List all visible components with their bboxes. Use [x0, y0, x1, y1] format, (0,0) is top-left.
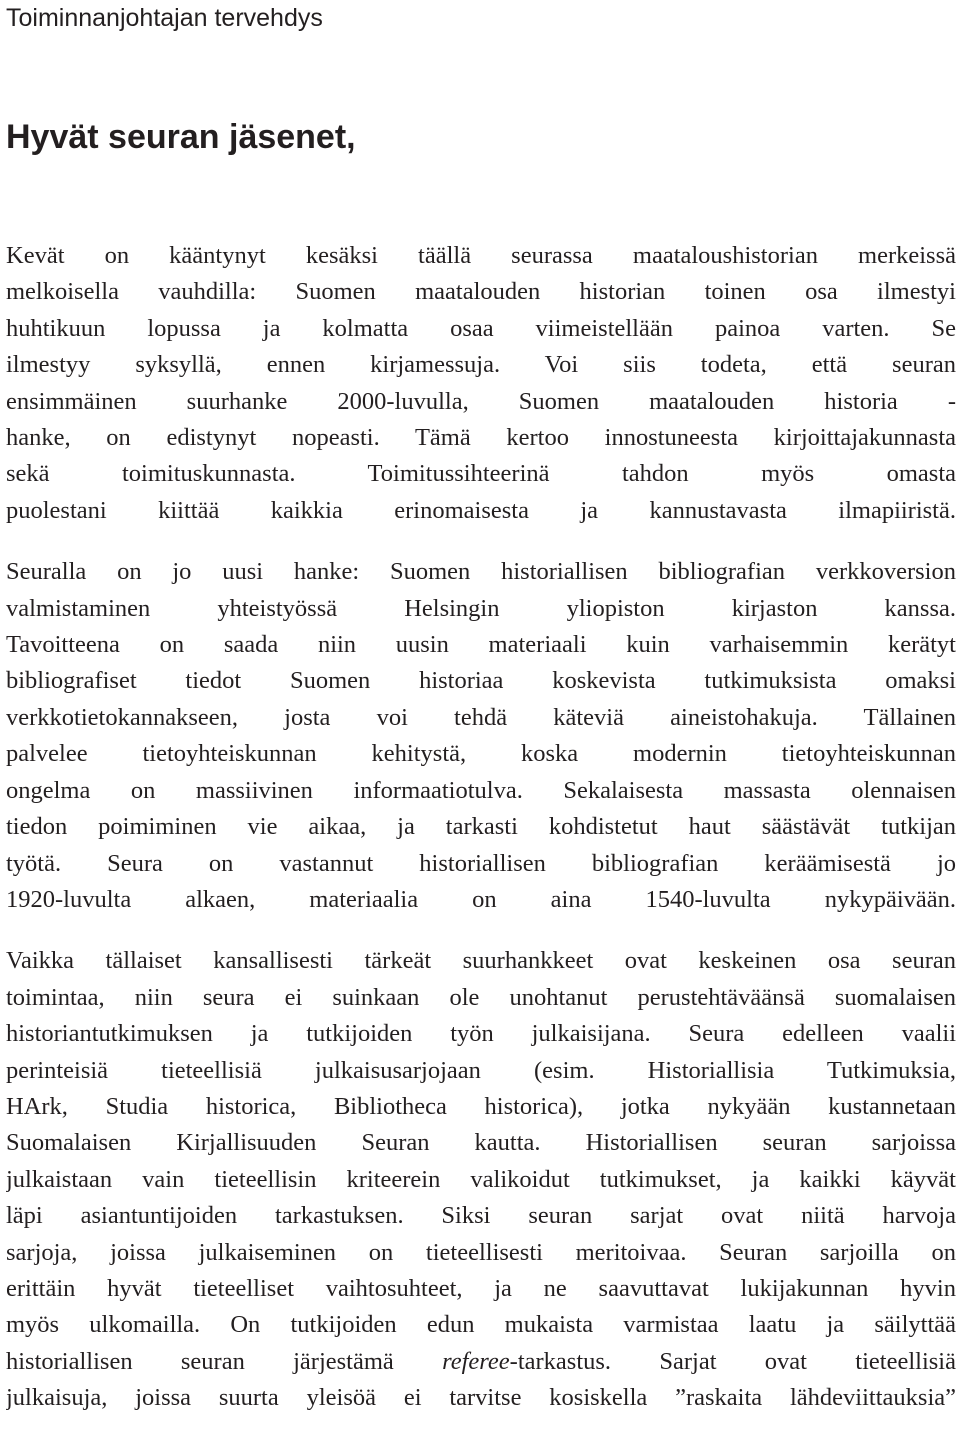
text-line: julkaisuja, joissa suurta yleisöä ei tarvitse kosiskella ”raskaita lähdeviittauksia” — [6, 1384, 956, 1412]
text-line: melkoisella vauhdilla: Suomen maatalouden historian toinen osa ilmestyi — [6, 278, 956, 306]
italic-term: referee — [442, 1347, 510, 1375]
text-line: historiantutkimuksen ja tutkijoiden työn julkaisijana. Seura edelleen vaalii — [6, 1020, 956, 1048]
text-line: ongelma on massiivinen informaatiotulva. Sekalaisesta massasta olennaisen — [6, 776, 956, 804]
text-line: toimintaa, niin seura ei suinkaan ole unohtanut perustehtäväänsä suomalaisen — [6, 983, 956, 1011]
text-line: valmistaminen yhteistyössä Helsingin yliopiston kirjaston kanssa. — [6, 594, 956, 622]
text-line: Suomalaisen Kirjallisuuden Seuran kautta. Historiallisen seuran sarjoissa — [6, 1129, 956, 1157]
text-fragment: -tarkastus. Sarjat ovat tieteellisiä — [509, 1347, 956, 1375]
section-label: Toiminnanjohtajan tervehdys — [6, 4, 323, 32]
text-line: erittäin hyvät tieteelliset vaihtosuhteet, ja ne saavuttavat lukijakunnan hyvin — [6, 1274, 956, 1302]
paragraph-3 — [6, 943, 956, 1416]
text-line: työtä. Seura on vastannut historiallisen bibliografian keräämisestä jo — [6, 849, 956, 877]
text-line: Tavoitteena on saada niin uusin materiaali kuin varhaisemmin kerätyt — [6, 631, 956, 659]
text-line-with-emphasis — [6, 1344, 956, 1380]
text-line: 1920-luvulta alkaen, materiaalia on aina 1540-luvulta nykypäivään. — [6, 885, 956, 913]
letter-salutation-heading: Hyvät seuran jäsenet, — [6, 118, 356, 156]
text-line: myös ulkomailla. On tutkijoiden edun mukaista varmistaa laatu ja säilyttää — [6, 1311, 956, 1339]
text-line: HArk, Studia historica, Bibliotheca historica), jotka nykyään kustannetaan — [6, 1092, 956, 1120]
text-line: bibliografiset tiedot Suomen historiaa koskevista tutkimuksista omaksi — [6, 667, 956, 695]
text-line: huhtikuun lopussa ja kolmatta osaa viimeistellään painoa varten. Se — [6, 314, 956, 342]
text-line: perinteisiä tieteellisiä julkaisusarjojaan (esim. Historiallisia Tutkimuksia, — [6, 1056, 956, 1084]
text-line: verkkotietokannakseen, josta voi tehdä käteviä aineistohakuja. Tällainen — [6, 703, 956, 731]
text-line: Vaikka tällaiset kansallisesti tärkeät suurhankkeet ovat keskeinen osa seuran — [6, 947, 956, 975]
text-line: sekä toimituskunnasta. Toimitussihteerinä tahdon myös omasta — [6, 460, 956, 488]
text-line: Seuralla on jo uusi hanke: Suomen historiallisen bibliografian verkkoversion — [6, 558, 956, 586]
text-line: julkaistaan vain tieteellisin kriteerein valikoidut tutkimukset, ja kaikki käyvät — [6, 1165, 956, 1193]
text-line: ensimmäinen suurhanke 2000-luvulla, Suomen maatalouden historia - — [6, 387, 956, 415]
text-line: läpi asiantuntijoiden tarkastuksen. Siksi seuran sarjat ovat niitä harvoja — [6, 1202, 956, 1230]
text-fragment: historiallisen seuran järjestämä — [6, 1347, 443, 1375]
text-line: tiedon poimiminen vie aikaa, ja tarkasti kohdistetut haut säästävät tutkijan — [6, 813, 956, 841]
text-line: puolestani kiittää kaikkia erinomaisesta ja kannustavasta ilmapiiristä. — [6, 496, 956, 524]
text-line: palvelee tietoyhteiskunnan kehitystä, koska modernin tietoyhteiskunnan — [6, 740, 956, 768]
text-line: Kevät on kääntynyt kesäksi täällä seurassa maataloushistorian merkeissä — [6, 242, 956, 269]
text-line: hanke, on edistynyt nopeasti. Tämä kertoo innostuneesta kirjoittajakunnasta — [6, 424, 956, 452]
text-line: sarjoja, joissa julkaiseminen on tieteellisesti meritoivaa. Seuran sarjoilla on — [6, 1238, 956, 1266]
letter-body — [6, 238, 956, 1417]
text-line: ilmestyy syksyllä, ennen kirjamessuja. Voi siis todeta, että seuran — [6, 351, 956, 379]
paragraph-1 — [6, 238, 956, 529]
paragraph-2 — [6, 554, 956, 918]
